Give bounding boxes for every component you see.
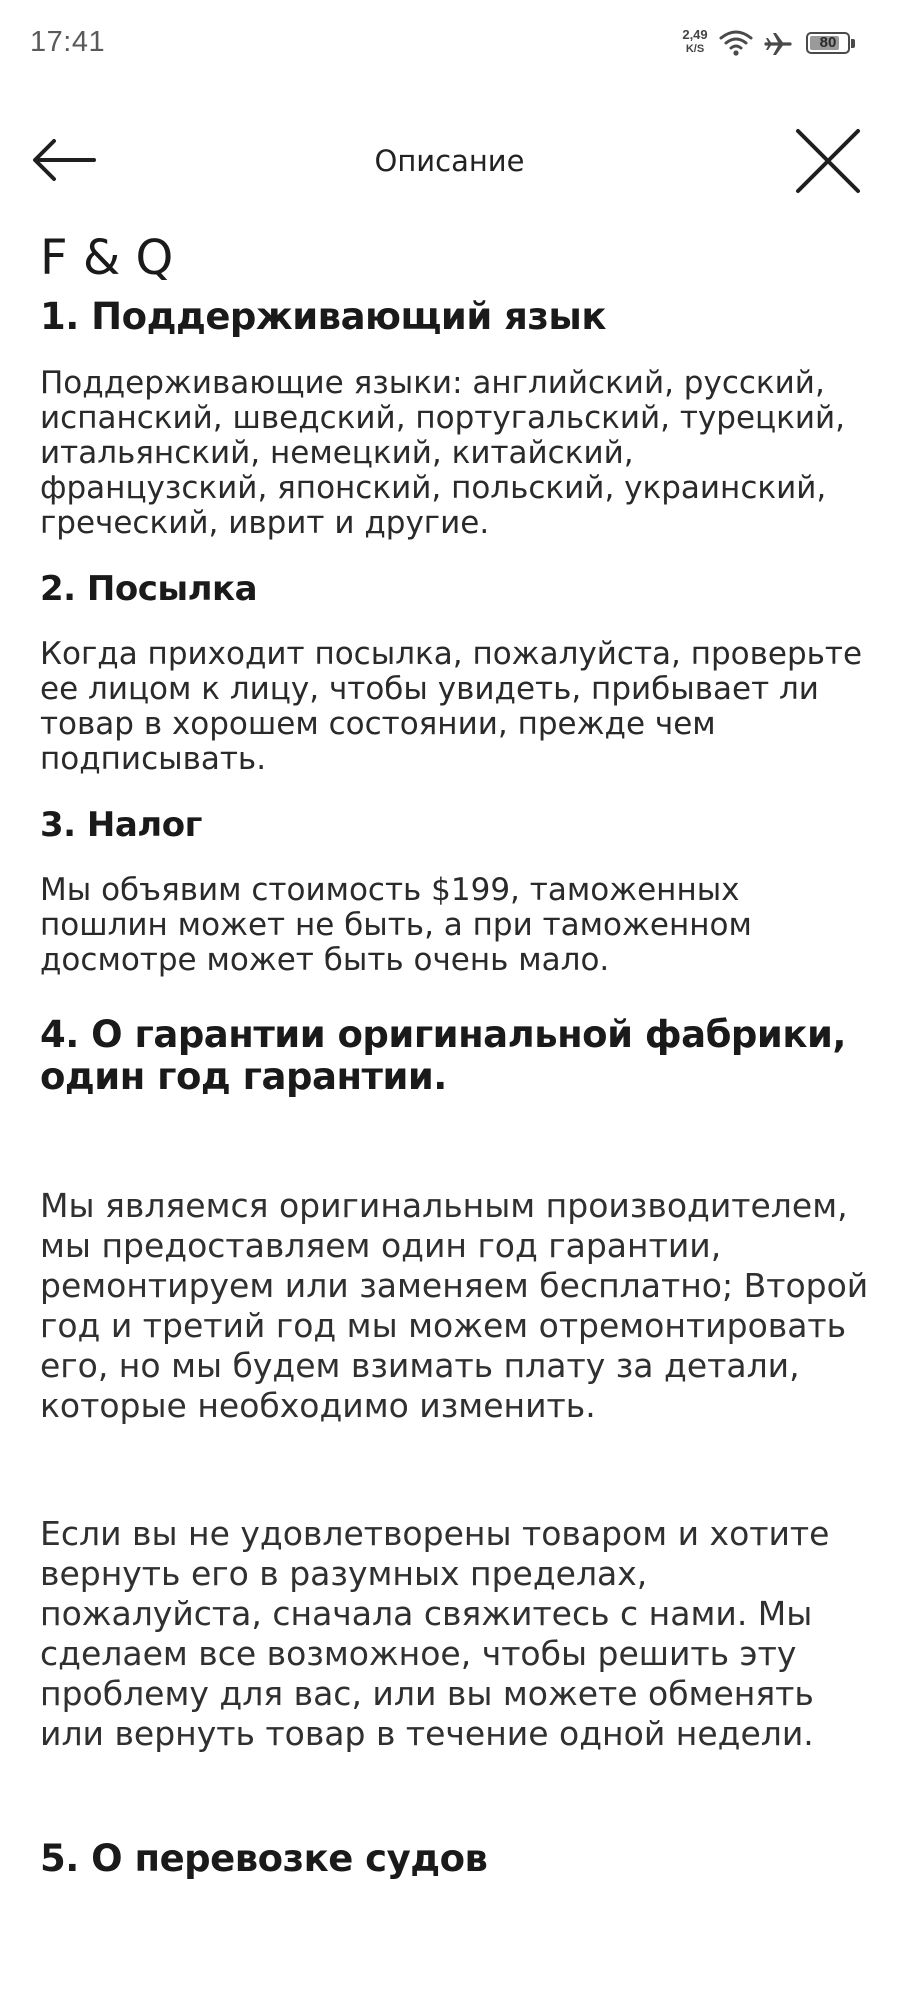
section-body-tax: Мы объявим стоимость $199, таможенных пошлин может не быть, а при таможенном досмотре может быть очень мало. <box>40 872 752 978</box>
top-app-bar <box>0 110 899 210</box>
network-speed-indicator <box>676 27 714 57</box>
section-title-language: 1. Поддерживающий язык <box>40 295 606 338</box>
section-body-warranty: Мы являемся оригинальным производителем, мы предоставляем один год гарантии, ремонтируем или заменяем бесплатно; Второй год и третий год мы можем отремонтировать его, но мы будем взимать плату за детали, которые необходимо изменить. <box>40 1186 869 1425</box>
close-button[interactable] <box>793 126 863 196</box>
section-body-returns: Если вы не удовлетворены товаром и хотите вернуть его в разумных пределах, пожалуйста, сначала свяжитесь с нами. Мы сделаем все возможное, чтобы решить эту проблему для вас, или вы можете обменять или вернуть товар в течение одной недели. <box>40 1514 830 1753</box>
section-title-parcel: 2. Посылка <box>40 569 258 609</box>
network-speed-unit: K/S <box>685 43 705 55</box>
description-content <box>40 222 870 1880</box>
network-speed-value: 2,49 <box>682 27 708 42</box>
page-title: Описание <box>374 144 525 178</box>
battery-icon <box>806 32 856 56</box>
airplane-mode-icon <box>763 29 793 63</box>
wifi-icon <box>719 30 753 60</box>
section-title-shipping: 5. О перевозке судов <box>40 1837 488 1880</box>
battery-level: 80 <box>819 34 837 51</box>
status-bar <box>0 0 899 92</box>
section-title-warranty: 4. О гарантии оригинальной фабрики, один год гарантии. <box>40 1013 846 1098</box>
section-body-language: Поддерживающие языки: английский, русский, испанский, шведский, португальский, турецкий, итальянский, немецкий, китайский, французский, японский, польский, украинский, греческий, иврит и другие. <box>40 365 845 541</box>
status-time: 17:41 <box>30 26 106 58</box>
section-body-parcel: Когда приходит посылка, пожалуйста, проверьте ее лицом к лицу, чтобы увидеть, прибывает ли товар в хорошем состоянии, прежде чем подписывать. <box>40 636 863 777</box>
section-title-tax: 3. Налог <box>40 805 202 845</box>
faq-heading: F & Q <box>40 230 174 286</box>
close-icon <box>793 126 863 196</box>
